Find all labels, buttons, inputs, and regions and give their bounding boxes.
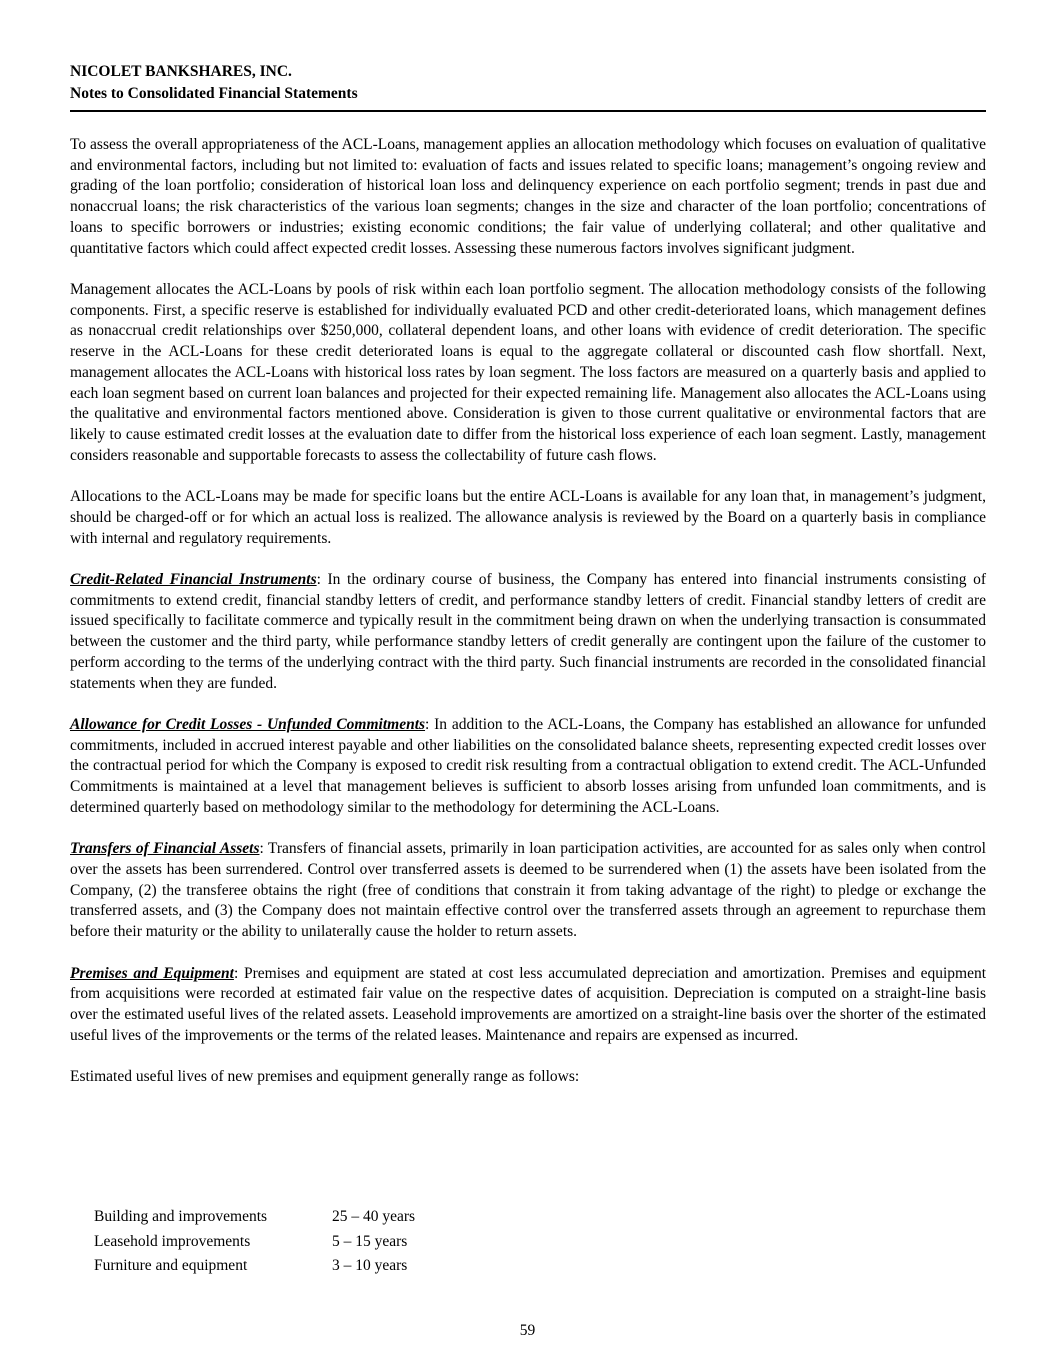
table-row: [94, 1254, 415, 1279]
premises-text: : Premises and equipment are stated at cost less accumulated depreciation and amortization. Premises and equipment from acquisitions were recorded at estimated fair value on the respective dates of acquisition. Depreciation is computed on a straight-line basis over the estimated useful lives of the related assets. Leasehold improvements are amortized on a straight-line basis over the shorter of the estimated useful lives of the improvements or the terms of the related leases. Maintenance and repairs are expensed as incurred.: [70, 964, 987, 1044]
document-subtitle: Notes to Consolidated Financial Statements: [70, 85, 358, 102]
asset-name: Furniture and equipment: [94, 1257, 248, 1275]
premises-term: Premises and Equipment: [70, 964, 234, 982]
page-number: 59: [519, 1322, 536, 1339]
credit-related-text: : In the ordinary course of business, the Company has entered into financial instruments consisting of commitments to extend credit, financial standby letters of credit, and performance standby letters of credit. Financial standby letters of credit are issued specifically to facilitate commerce and typically result in the commitment being drawn on when the underlying transaction is consummated between the customer and the third party, while performance standby letters of credit generally are contingent upon the failure of the customer to perform according to the terms of the underlying contract with the third party. Such financial instruments are recorded in the consolidated financial statements when they are funded.: [70, 571, 986, 692]
useful-life-range: 25 – 40 years: [332, 1208, 416, 1225]
acl-review-paragraph: Allocations to the ACL-Loans may be made for specific loans but the entire ACL-Loans is available for any loan that, in management’s judgment, should be charged-off or for which an actual loss is realized. The allowance analysis is reviewed by the Board on a quarterly basis in compliance with internal and regulatory requirements.: [70, 488, 986, 547]
header-divider: [70, 110, 986, 112]
asset-name: Building and improvements: [94, 1208, 268, 1225]
unfunded-commitments-paragraph: [70, 715, 986, 819]
acl-allocation-paragraph: Management allocates the ACL-Loans by pools of risk within each loan portfolio segment. The allocation methodology consists of the following components. First, a specific reserve is established for individually evaluated PCD and other credit-deteriorated loans, which management defines as nonaccrual credit relationships over $250,000, collateral dependent loans, and other loans with evidence of credit deterioration. The specific reserve in the ACL-Loans for these credit deteriorated loans is equal to the aggregate collateral or discounted cash flow shortfall. Next, management allocates the ACL-Loans with historical loss rates by loan segment. The loss factors are measured on a quarterly basis and applied to each loan segment based on current loan balances and projected for their expected remaining life. Management also allocates the ACL-Loans using the qualitative and environmental factors mentioned above. Consideration is given to those current qualitative or environmental factors that are likely to cause estimated credit losses at the evaluation date to differ from the historical loss experience of each loan segment. Lastly, management considers reasonable and supportable forecasts to assess the collectability of future cash flows.: [70, 281, 986, 464]
premises-paragraph: [70, 964, 986, 1047]
table-row: [94, 1230, 415, 1255]
unfunded-commitments-text: : In addition to the ACL-Loans, the Company has established an allowance for unfunded commitments, included in accrued interest payable and other liabilities on the consolidated balance sheets, representing expected credit losses over the contractual period for which the Company is exposed to credit risk resulting from a contractual obligation to extend credit. The ACL-Unfunded Commitments is maintained at a level that management believes is sufficient to absorb losses arising from unfunded loan commitments, and is determined quarterly based on methodology similar to the methodology for determining the ACL-Loans.: [70, 716, 987, 816]
credit-related-term: Credit-Related Financial Instruments: [70, 571, 317, 589]
document-body: [70, 135, 986, 1109]
transfers-text: : Transfers of financial assets, primarily in loan participation activities, are accounted for as sales only when control over the assets has been surrendered. Control over transferred assets is deemed to be surrendered when (1) the assets have been isolated from the Company, (2) the transferee obtains the right (free of conditions that constrain it from taking advantage of the right) to pledge or exchange the transferred assets, and (3) the Company does not maintain effective control over the transferred assets through an agreement to repurchase them before their maturity or the ability to unilaterally cause the holder to return assets.: [70, 840, 986, 941]
useful-life-range: 5 – 15 years: [332, 1232, 408, 1250]
acl-assessment-paragraph: To assess the overall appropriateness of the ACL-Loans, management applies an allocation methodology which focuses on evaluation of qualitative and environmental factors, including but not limited to: evaluation of facts and issues related to specific loans; management’s ongoing review and grading of the loan portfolio; consideration of historical loan loss and delinquency experience on each portfolio segment; trends in past due and nonaccrual loans; the risk characteristics of the various loan segments; changes in the size and character of the loan portfolio; concentrations of loans to specific borrowers or industries; existing economic conditions; the fair value of underlying collateral; and other qualitative and quantitative factors which could affect expected credit losses. Assessing these numerous factors involves significant judgment.: [70, 136, 986, 257]
transfers-term: Transfers of Financial Assets: [70, 840, 260, 858]
asset-name: Leasehold improvements: [94, 1232, 251, 1250]
useful-life-range: 3 – 10 years: [332, 1257, 408, 1275]
company-name: NICOLET BANKSHARES, INC.: [70, 63, 292, 80]
useful-lives-table: [94, 1205, 415, 1279]
transfers-paragraph: [70, 839, 986, 943]
credit-related-paragraph: [70, 570, 986, 694]
useful-lives-intro: Estimated useful lives of new premises and equipment generally range as follows:: [70, 1068, 580, 1086]
table-row: [94, 1205, 415, 1230]
page-header: [70, 61, 986, 105]
unfunded-commitments-term: Allowance for Credit Losses - Unfunded Commitments: [70, 716, 426, 734]
